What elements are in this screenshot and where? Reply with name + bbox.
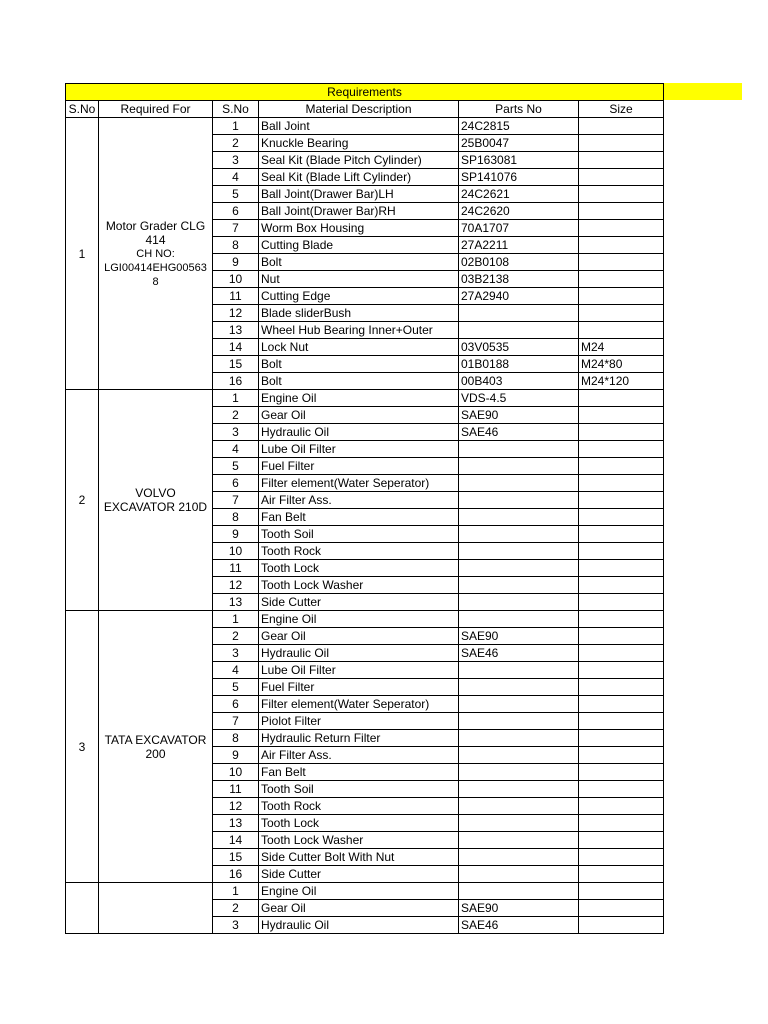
- size-value: [579, 118, 664, 135]
- material-description: Fan Belt: [259, 509, 459, 526]
- material-description: Worm Box Housing: [259, 220, 459, 237]
- material-description: Engine Oil: [259, 883, 459, 900]
- size-value: [579, 696, 664, 713]
- parts-number: [459, 713, 579, 730]
- group-sno: [66, 883, 99, 934]
- size-value: [579, 407, 664, 424]
- material-description: Side Cutter: [259, 594, 459, 611]
- size-value: [579, 577, 664, 594]
- group-required-for: [99, 390, 213, 611]
- item-number: 7: [213, 492, 259, 509]
- size-value: [579, 594, 664, 611]
- size-value: [579, 526, 664, 543]
- parts-number: SP141076: [459, 169, 579, 186]
- material-description: Ball Joint(Drawer Bar)LH: [259, 186, 459, 203]
- required-for-label: VOLVO EXCAVATOR 210D: [103, 486, 208, 514]
- parts-number: 70A1707: [459, 220, 579, 237]
- size-value: [579, 560, 664, 577]
- material-description: Filter element(Water Seperator): [259, 696, 459, 713]
- table-row: [66, 390, 664, 407]
- material-description: Gear Oil: [259, 407, 459, 424]
- material-description: Air Filter Ass.: [259, 747, 459, 764]
- item-number: 10: [213, 764, 259, 781]
- group-required-for: [99, 611, 213, 883]
- material-description: Hydraulic Oil: [259, 917, 459, 934]
- size-value: M24: [579, 339, 664, 356]
- item-number: 2: [213, 628, 259, 645]
- size-value: [579, 849, 664, 866]
- size-value: [579, 832, 664, 849]
- item-number: 8: [213, 730, 259, 747]
- header-sno: S.No: [66, 101, 99, 118]
- item-number: 3: [213, 424, 259, 441]
- material-description: Seal Kit (Blade Pitch Cylinder): [259, 152, 459, 169]
- item-number: 4: [213, 441, 259, 458]
- item-number: 16: [213, 866, 259, 883]
- item-number: 13: [213, 815, 259, 832]
- material-description: Bolt: [259, 254, 459, 271]
- material-description: Fan Belt: [259, 764, 459, 781]
- item-number: 2: [213, 407, 259, 424]
- item-number: 5: [213, 679, 259, 696]
- item-number: 5: [213, 186, 259, 203]
- size-value: [579, 764, 664, 781]
- parts-number: [459, 849, 579, 866]
- material-description: Blade sliderBush: [259, 305, 459, 322]
- required-for-label: TATA EXCAVATOR 200: [104, 732, 207, 761]
- size-value: [579, 424, 664, 441]
- parts-number: 00B403: [459, 373, 579, 390]
- table-row: [66, 611, 664, 628]
- material-description: Engine Oil: [259, 611, 459, 628]
- item-number: 4: [213, 662, 259, 679]
- group-sno: 1: [66, 118, 99, 390]
- size-value: [579, 645, 664, 662]
- parts-number: [459, 594, 579, 611]
- parts-number: [459, 764, 579, 781]
- parts-number: SAE90: [459, 628, 579, 645]
- material-description: Tooth Rock: [259, 798, 459, 815]
- item-number: 10: [213, 543, 259, 560]
- material-description: Knuckle Bearing: [259, 135, 459, 152]
- size-value: [579, 883, 664, 900]
- sheet-title: Requirements: [66, 84, 664, 101]
- material-description: Tooth Soil: [259, 781, 459, 798]
- parts-number: SAE46: [459, 645, 579, 662]
- parts-number: [459, 305, 579, 322]
- material-description: Tooth Lock: [259, 815, 459, 832]
- parts-number: [459, 543, 579, 560]
- requirements-table: [65, 83, 664, 934]
- table-row: [66, 118, 664, 135]
- item-number: 6: [213, 475, 259, 492]
- header-size: Size: [579, 101, 664, 118]
- parts-number: 24C2815: [459, 118, 579, 135]
- parts-number: VDS-4.5: [459, 390, 579, 407]
- material-description: Gear Oil: [259, 628, 459, 645]
- size-value: [579, 679, 664, 696]
- item-number: 8: [213, 237, 259, 254]
- parts-number: 24C2620: [459, 203, 579, 220]
- parts-number: [459, 662, 579, 679]
- group-required-for: [99, 118, 213, 390]
- size-value: [579, 798, 664, 815]
- size-value: [579, 305, 664, 322]
- item-number: 1: [213, 883, 259, 900]
- parts-number: [459, 560, 579, 577]
- item-number: 15: [213, 849, 259, 866]
- material-description: Tooth Lock Washer: [259, 577, 459, 594]
- material-description: Ball Joint: [259, 118, 459, 135]
- size-value: [579, 475, 664, 492]
- size-value: [579, 135, 664, 152]
- required-for-label: Motor Grader CLG 414: [105, 218, 206, 247]
- size-value: [579, 390, 664, 407]
- size-value: [579, 220, 664, 237]
- size-value: [579, 322, 664, 339]
- size-value: [579, 271, 664, 288]
- item-number: 1: [213, 611, 259, 628]
- size-value: [579, 237, 664, 254]
- parts-number: 01B0188: [459, 356, 579, 373]
- item-number: 4: [213, 169, 259, 186]
- item-number: 11: [213, 288, 259, 305]
- size-value: [579, 169, 664, 186]
- material-description: Tooth Soil: [259, 526, 459, 543]
- size-value: [579, 662, 664, 679]
- group-sno: 3: [66, 611, 99, 883]
- header-row: [66, 101, 664, 118]
- header-material-description: Material Description: [259, 101, 459, 118]
- parts-number: [459, 492, 579, 509]
- size-value: [579, 254, 664, 271]
- item-number: 12: [213, 305, 259, 322]
- chassis-number-value: LGI00414EHG00563 8: [104, 261, 207, 288]
- item-number: 3: [213, 917, 259, 934]
- size-value: [579, 152, 664, 169]
- item-number: 12: [213, 577, 259, 594]
- parts-number: SP163081: [459, 152, 579, 169]
- material-description: Cutting Blade: [259, 237, 459, 254]
- parts-number: [459, 883, 579, 900]
- parts-number: [459, 322, 579, 339]
- material-description: Gear Oil: [259, 900, 459, 917]
- size-value: [579, 509, 664, 526]
- parts-number: [459, 730, 579, 747]
- parts-number: [459, 832, 579, 849]
- parts-number: SAE46: [459, 917, 579, 934]
- size-value: [579, 900, 664, 917]
- parts-number: 25B0047: [459, 135, 579, 152]
- header-parts-no: Parts No: [459, 101, 579, 118]
- material-description: Lube Oil Filter: [259, 662, 459, 679]
- material-description: Seal Kit (Blade Lift Cylinder): [259, 169, 459, 186]
- requirements-sheet: [65, 83, 664, 934]
- material-description: Lube Oil Filter: [259, 441, 459, 458]
- parts-number: [459, 815, 579, 832]
- parts-number: [459, 866, 579, 883]
- parts-number: [459, 441, 579, 458]
- parts-number: SAE90: [459, 407, 579, 424]
- group-sno: 2: [66, 390, 99, 611]
- parts-number: [459, 526, 579, 543]
- size-value: [579, 288, 664, 305]
- item-number: 16: [213, 373, 259, 390]
- parts-number: [459, 781, 579, 798]
- material-description: Cutting Edge: [259, 288, 459, 305]
- material-description: Fuel Filter: [259, 679, 459, 696]
- title-highlight-extension: [663, 83, 742, 100]
- material-description: Bolt: [259, 356, 459, 373]
- size-value: [579, 866, 664, 883]
- material-description: Side Cutter Bolt With Nut: [259, 849, 459, 866]
- parts-number: 27A2940: [459, 288, 579, 305]
- item-number: 6: [213, 696, 259, 713]
- parts-number: [459, 798, 579, 815]
- size-value: [579, 815, 664, 832]
- item-number: 11: [213, 560, 259, 577]
- material-description: Nut: [259, 271, 459, 288]
- item-number: 7: [213, 220, 259, 237]
- chassis-number-label: CH NO:: [136, 247, 175, 260]
- material-description: Lock Nut: [259, 339, 459, 356]
- parts-number: 03B2138: [459, 271, 579, 288]
- item-number: 2: [213, 135, 259, 152]
- parts-number: [459, 696, 579, 713]
- size-value: [579, 492, 664, 509]
- size-value: [579, 203, 664, 220]
- size-value: [579, 730, 664, 747]
- size-value: M24*120: [579, 373, 664, 390]
- material-description: Fuel Filter: [259, 458, 459, 475]
- material-description: Tooth Rock: [259, 543, 459, 560]
- table-row: [66, 883, 664, 900]
- item-number: 3: [213, 645, 259, 662]
- parts-number: [459, 509, 579, 526]
- group-required-for: [99, 883, 213, 934]
- size-value: [579, 628, 664, 645]
- item-number: 9: [213, 747, 259, 764]
- item-number: 12: [213, 798, 259, 815]
- size-value: [579, 917, 664, 934]
- parts-number: 03V0535: [459, 339, 579, 356]
- material-description: Wheel Hub Bearing Inner+Outer: [259, 322, 459, 339]
- item-number: 9: [213, 526, 259, 543]
- parts-number: [459, 458, 579, 475]
- material-description: Tooth Lock: [259, 560, 459, 577]
- parts-number: 02B0108: [459, 254, 579, 271]
- material-description: Hydraulic Oil: [259, 424, 459, 441]
- material-description: Bolt: [259, 373, 459, 390]
- header-item-sno: S.No: [213, 101, 259, 118]
- item-number: 1: [213, 118, 259, 135]
- item-number: 14: [213, 832, 259, 849]
- parts-number: 24C2621: [459, 186, 579, 203]
- item-number: 8: [213, 509, 259, 526]
- size-value: [579, 781, 664, 798]
- material-description: Side Cutter: [259, 866, 459, 883]
- parts-number: 27A2211: [459, 237, 579, 254]
- material-description: Engine Oil: [259, 390, 459, 407]
- parts-number: [459, 747, 579, 764]
- material-description: Air Filter Ass.: [259, 492, 459, 509]
- size-value: [579, 543, 664, 560]
- item-number: 14: [213, 339, 259, 356]
- size-value: M24*80: [579, 356, 664, 373]
- item-number: 2: [213, 900, 259, 917]
- item-number: 5: [213, 458, 259, 475]
- material-description: Hydraulic Return Filter: [259, 730, 459, 747]
- parts-number: [459, 611, 579, 628]
- size-value: [579, 611, 664, 628]
- header-required-for: Required For: [99, 101, 213, 118]
- item-number: 3: [213, 152, 259, 169]
- parts-number: SAE46: [459, 424, 579, 441]
- item-number: 7: [213, 713, 259, 730]
- parts-number: [459, 475, 579, 492]
- size-value: [579, 186, 664, 203]
- material-description: Piolot Filter: [259, 713, 459, 730]
- material-description: Filter element(Water Seperator): [259, 475, 459, 492]
- item-number: 13: [213, 594, 259, 611]
- parts-number: SAE90: [459, 900, 579, 917]
- parts-number: [459, 577, 579, 594]
- item-number: 15: [213, 356, 259, 373]
- material-description: Tooth Lock Washer: [259, 832, 459, 849]
- material-description: Hydraulic Oil: [259, 645, 459, 662]
- size-value: [579, 713, 664, 730]
- item-number: 1: [213, 390, 259, 407]
- size-value: [579, 441, 664, 458]
- item-number: 10: [213, 271, 259, 288]
- size-value: [579, 747, 664, 764]
- item-number: 13: [213, 322, 259, 339]
- item-number: 6: [213, 203, 259, 220]
- item-number: 11: [213, 781, 259, 798]
- item-number: 9: [213, 254, 259, 271]
- parts-number: [459, 679, 579, 696]
- material-description: Ball Joint(Drawer Bar)RH: [259, 203, 459, 220]
- size-value: [579, 458, 664, 475]
